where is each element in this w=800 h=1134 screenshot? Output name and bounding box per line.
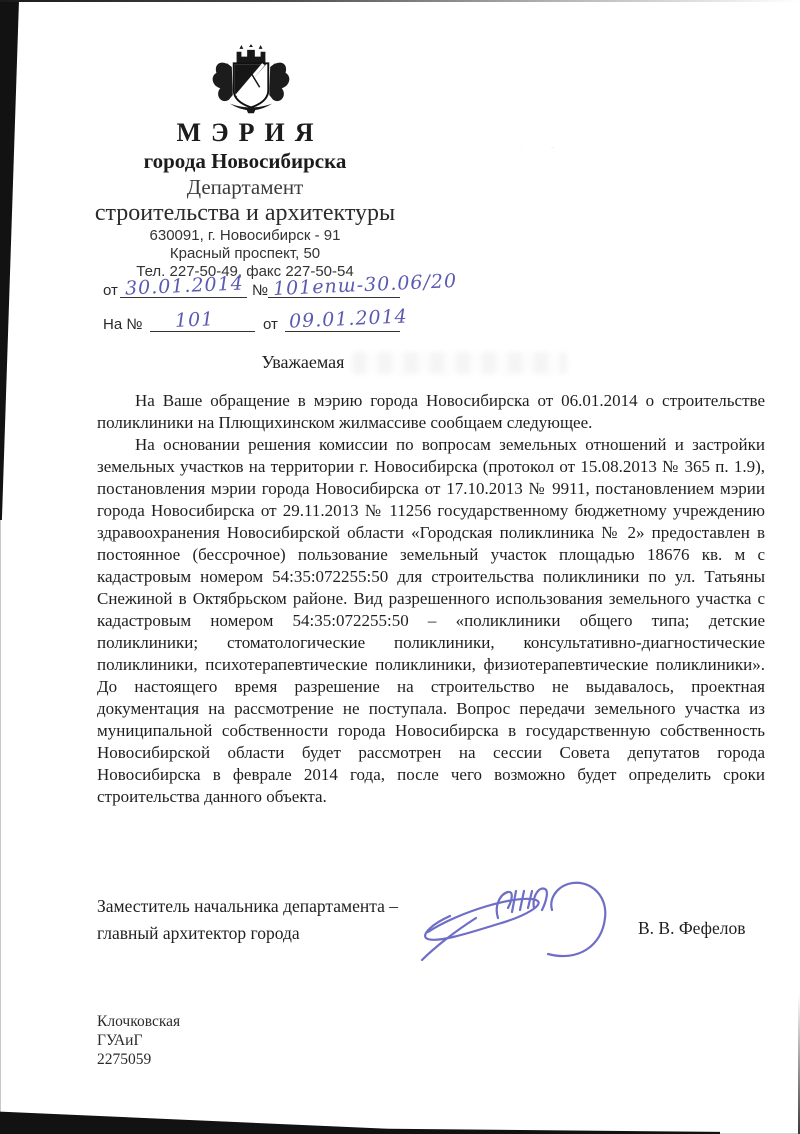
incoming-reference-row (103, 305, 523, 342)
salutation: Уважаемая (261, 352, 345, 372)
letter-body (97, 390, 765, 808)
signer-name: В. В. Фефелов (638, 918, 746, 938)
novosibirsk-coat-of-arms-icon (203, 44, 299, 121)
executor-unit: ГУАиГ (97, 1032, 143, 1049)
letterhead (40, 118, 450, 281)
scan-smudge (500, 142, 570, 156)
paragraph-2: На основании решения комиссии по вопросам земельных отношений и застройки земельных участков на территории г. Новосибирска (протокол от 15.08.2013 № 365 п. 1.9), постановления мэрии города Новосибирска от 17.10.2013 № 9911, постановлением мэрии города Новосибирска от 29.11.2013 № 11256 государственному бюджетному учреждению здравоохранения Новосибирской области «Городская поликлиника № 2» предоставлен в постоянное (бессрочное) пользование земельный участок площадью 18676 кв. м с кадастровым номером 54:35:072255:50 для строительства поликлиники по ул. Татьяны Снежиной в Октябрьском районе. Вид разрешенного использования земельного участка с кадастровым номером 54:35:072255:50 – «поликлиники общего типа; детские поликлиники; стоматологические поликлиники, консультативно-диагностические поликлиники, психотерапевтические поликлиники, физиотерапевтические поликлиники». До настоящего время разрешение на строительство не выдавалось, проектная документация на рассмотрение не поступала. Вопрос передачи земельного участка из муниципальной собственности города Новосибирска в государственную собственность Новосибирской области будет рассмотрен на сессии Совета депутатов города Новосибирска в феврале 2014 года, после чего возможно будет определить сроки строительства данного объекта. (97, 435, 765, 806)
address-line2: Красный проспект, 50 (169, 245, 321, 262)
signer-position (97, 893, 398, 947)
org-name: МЭРИЯ (176, 118, 324, 147)
address-line1: 630091, г. Новосибирск - 91 (149, 227, 341, 244)
reply-from-label: от (263, 316, 278, 333)
org-subname: города Новосибирска (143, 149, 347, 173)
handwritten-incoming-number: 101 (174, 308, 215, 332)
department-line1: Департамент (186, 175, 304, 199)
executor-name: Клочковская (97, 1013, 181, 1030)
department-line2: строительства и архитектуры (94, 200, 396, 226)
executor-footer (97, 1012, 180, 1069)
number-label: № (252, 282, 269, 299)
signature-autograph-icon (418, 866, 618, 970)
handwritten-outgoing-number: 101епш-30.06/20 (272, 269, 458, 301)
scan-edge-top-line (0, 0, 800, 2)
from-label: от (103, 282, 118, 299)
handwritten-outgoing-date: 30.01.2014 (124, 272, 245, 300)
handwritten-incoming-date: 09.01.2014 (288, 305, 409, 333)
executor-phone: 2275059 (97, 1051, 152, 1068)
signer-position-line2: главный архитектор города (97, 923, 300, 943)
scan-edge-bottom-wedge (0, 1108, 720, 1134)
address-phone: Тел. 227-50-49, факс 227-50-54 (136, 263, 354, 280)
reply-to-label: На № (103, 316, 143, 333)
paragraph-1: На Ваше обращение в мэрию города Новосибирска от 06.01.2014 о строительстве поликлиники на Плющихинском жилмассиве сообщаем следующее. (97, 391, 765, 432)
signer-position-line1: Заместитель начальника департамента – (97, 896, 398, 916)
scan-edge-left-wedge (0, 0, 19, 520)
